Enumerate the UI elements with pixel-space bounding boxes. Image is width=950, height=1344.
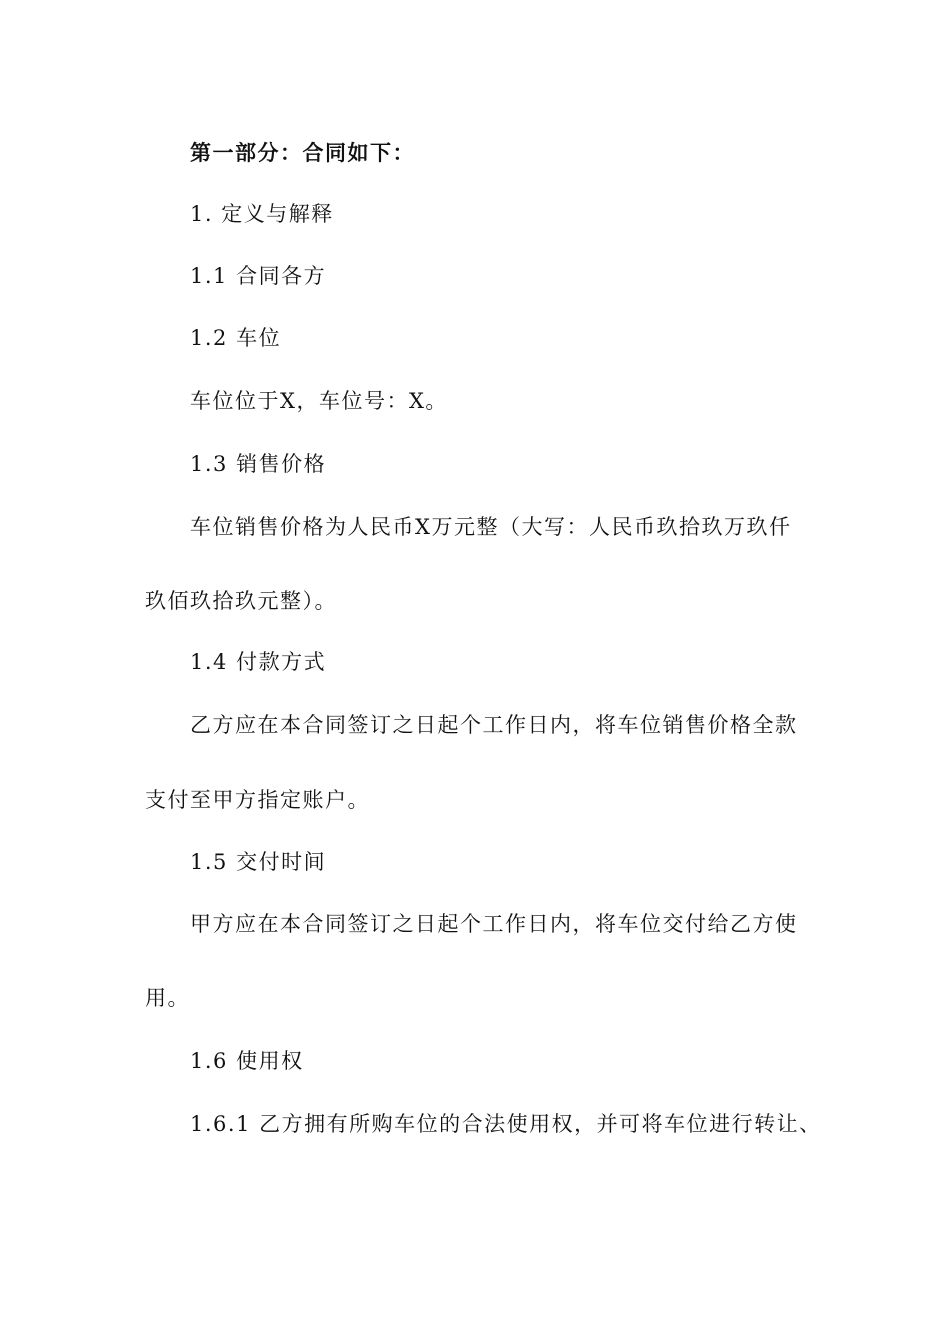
section-1-4-text-line-1: 乙方应在本合同签订之日起个工作日内，将车位销售价格全款 xyxy=(190,713,798,737)
section-1-3-title: 1.3 销售价格 xyxy=(190,452,327,476)
section-1-2-title: 1.2 车位 xyxy=(190,326,282,350)
section-1-5-text-line-2: 用。 xyxy=(145,986,190,1010)
section-1-6-1-text: 1.6.1 乙方拥有所购车位的合法使用权，并可将车位进行转让、 xyxy=(190,1112,822,1136)
section-1-title: 1. 定义与解释 xyxy=(190,202,334,226)
section-1-1-title: 1.1 合同各方 xyxy=(190,264,327,288)
section-1-4-title: 1.4 付款方式 xyxy=(190,650,327,674)
section-1-2-text: 车位位于X，车位号：X。 xyxy=(190,389,448,413)
section-1-6-title: 1.6 使用权 xyxy=(190,1049,304,1073)
section-1-5-text-line-1: 甲方应在本合同签订之日起个工作日内，将车位交付给乙方使 xyxy=(190,912,798,936)
section-1-4-text-line-2: 支付至甲方指定账户。 xyxy=(145,788,370,812)
part-heading: 第一部分：合同如下： xyxy=(190,141,415,165)
section-1-3-text-line-2: 玖佰玖拾玖元整）。 xyxy=(145,589,337,613)
section-1-5-title: 1.5 交付时间 xyxy=(190,850,327,874)
section-1-3-text-line-1: 车位销售价格为人民币X万元整（大写：人民币玖拾玖万玖仟 xyxy=(190,515,792,539)
